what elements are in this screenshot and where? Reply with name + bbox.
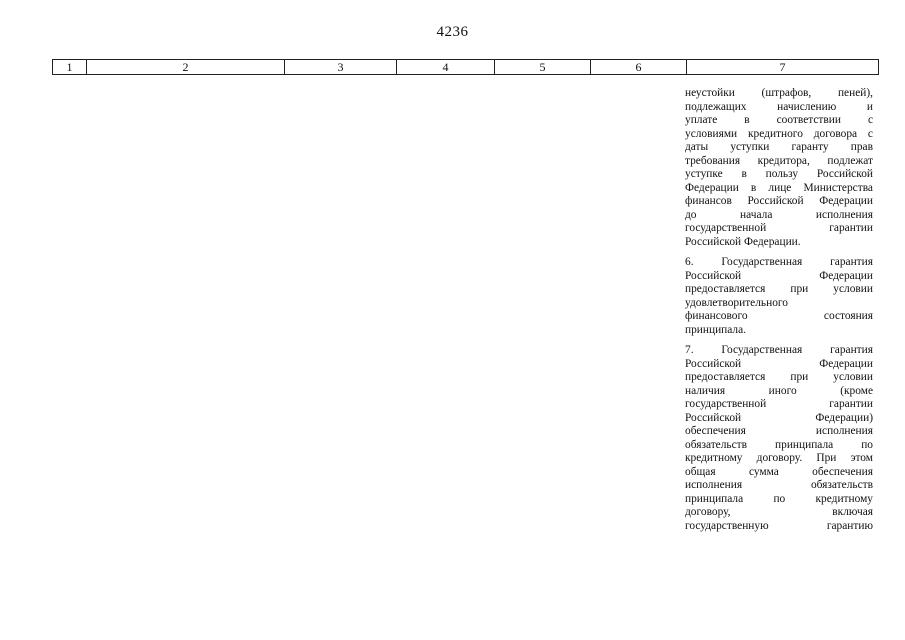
column-number-2: 2 bbox=[87, 60, 285, 75]
text-line: Российской Федерации) bbox=[685, 411, 873, 424]
column-number-7: 7 bbox=[687, 60, 879, 75]
text-line: Российской Федерации bbox=[685, 357, 873, 370]
text-line: подлежащих начислению и bbox=[685, 100, 873, 113]
paragraph bbox=[685, 87, 873, 249]
text-line: уплате в соответствии с bbox=[685, 114, 873, 126]
text-line: финансового состояния bbox=[685, 310, 873, 322]
text-line: удовлетворительного bbox=[685, 296, 788, 309]
column-number-6: 6 bbox=[591, 60, 687, 75]
text-line: кредитному договору. При этом bbox=[685, 452, 873, 464]
column-number-1: 1 bbox=[53, 60, 87, 75]
text-line: условиями кредитного договора с bbox=[685, 127, 873, 140]
text-line: предоставляется при условии bbox=[685, 283, 873, 295]
text-line: даты уступки гаранту прав bbox=[685, 141, 873, 153]
paragraph bbox=[685, 344, 873, 533]
text-line: обеспечения исполнения bbox=[685, 425, 873, 437]
text-line: Российской Федерации bbox=[685, 269, 873, 282]
text-line: государственной гарантии bbox=[685, 222, 873, 234]
text-line: неустойки (штрафов, пеней), bbox=[685, 87, 873, 99]
text-line: принципала по кредитному bbox=[685, 492, 873, 505]
text-line: государственную гарантию bbox=[685, 519, 873, 532]
column-number-4: 4 bbox=[397, 60, 495, 75]
text-line: обязательств принципала по bbox=[685, 438, 873, 451]
text-line: 6. Государственная гарантия bbox=[685, 256, 873, 268]
text-line: принципала. bbox=[685, 323, 747, 336]
text-line: требования кредитора, подлежат bbox=[685, 154, 873, 167]
paragraph bbox=[685, 256, 873, 337]
text-line: 7. Государственная гарантия bbox=[685, 344, 873, 356]
text-line: Федерации в лице Министерства bbox=[685, 181, 873, 194]
page-number: 4236 bbox=[436, 24, 469, 40]
column-number-3: 3 bbox=[285, 60, 397, 75]
text-line: наличия иного (кроме bbox=[685, 384, 873, 397]
header-row bbox=[53, 60, 879, 75]
text-line: договору, включая bbox=[685, 506, 873, 518]
column-number-header bbox=[52, 59, 879, 75]
column-7-text bbox=[685, 87, 873, 540]
text-line: государственной гарантии bbox=[685, 398, 873, 410]
text-line: финансов Российской Федерации bbox=[685, 195, 873, 207]
column-number-5: 5 bbox=[495, 60, 591, 75]
text-line: общая сумма обеспечения bbox=[685, 465, 873, 478]
text-line: уступке в пользу Российской bbox=[685, 168, 873, 180]
text-line: предоставляется при условии bbox=[685, 371, 873, 383]
text-line: исполнения обязательств bbox=[685, 479, 873, 491]
text-line: до начала исполнения bbox=[685, 208, 873, 221]
text-line: Российской Федерации. bbox=[685, 235, 801, 248]
